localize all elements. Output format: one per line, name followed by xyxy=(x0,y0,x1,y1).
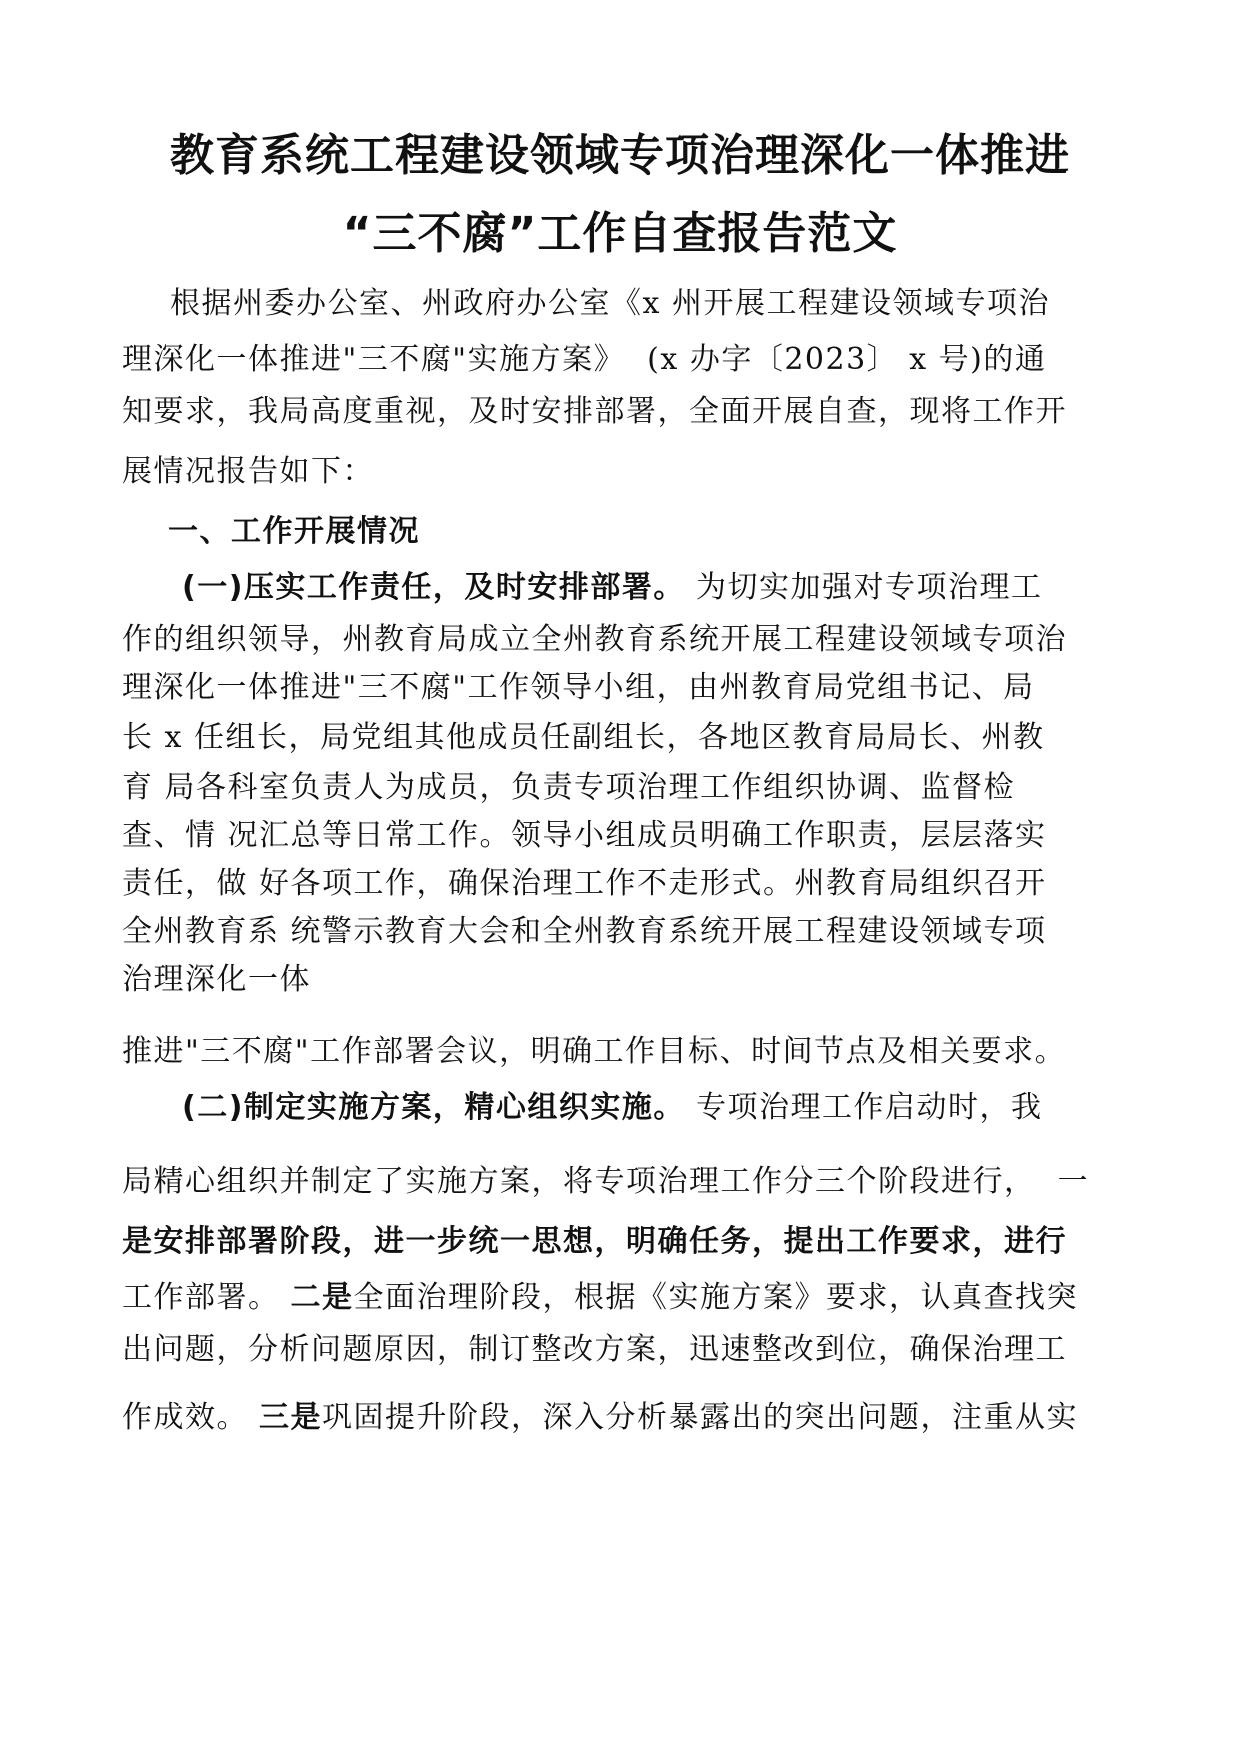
paragraph-line: 作的组织领导，州教育局成立全州教育系统开展工程建设领域专项治 xyxy=(122,622,1067,657)
paragraph-line: 推进"三不腐"工作部署会议，明确工作目标、时间节点及相关要求。 xyxy=(122,1034,1067,1069)
paragraph-line: 局精心组织并制定了实施方案，将专项治理工作分三个阶段进行， 一 xyxy=(122,1164,1090,1199)
paragraph-line xyxy=(122,1398,1078,1438)
document-title-line-2: “三不腐”工作自查报告范文 xyxy=(342,208,898,259)
paragraph-line: 责任，做 好各项工作，确保治理工作不走形式。州教育局组织召开 xyxy=(122,866,1047,901)
paragraph-line: 育 局各科室负责人为成员，负责专项治理工作组织协调、监督检 xyxy=(122,770,1016,805)
subsection-1-lead: 为切实加强对专项治理工 xyxy=(684,570,1043,605)
text-run: 作成效。 xyxy=(122,1400,260,1435)
text-run-bold: 二是 xyxy=(290,1280,354,1315)
text-run-bold: 三是 xyxy=(259,1400,323,1435)
intro-line: 知要求，我局高度重视，及时安排部署，全面开展自查，现将工作开 xyxy=(122,394,1067,429)
intro-line: 理深化一体推进"三不腐"实施方案》 (x 办字〔2023〕 x 号)的通 xyxy=(122,342,1047,377)
subsection-2-title: (二)制定实施方案，精心组织实施。 xyxy=(182,1090,685,1125)
intro-line: 根据州委办公室、州政府办公室《x 州开展工程建设领域专项治 xyxy=(170,286,1050,321)
text-run: 全面治理阶段，根据《实施方案》要求，认真查找突 xyxy=(353,1280,1079,1315)
section-heading: 一、工作开展情况 xyxy=(168,514,420,549)
paragraph-line: 长 x 任组长，局党组其他成员任副组长，各地区教育局局长、州教 xyxy=(122,720,1045,755)
paragraph-line-bold: 是安排部署阶段，进一步统一思想，明确任务，提出工作要求，进行 xyxy=(122,1224,1067,1259)
subsection-2-lead: 专项治理工作启动时，我 xyxy=(684,1090,1043,1125)
subsection-1-first-line xyxy=(182,568,1042,608)
paragraph-line xyxy=(122,1278,1078,1318)
text-run: 工作部署。 xyxy=(122,1280,291,1315)
subsection-1-title: (一)压实工作责任，及时安排部署。 xyxy=(182,570,685,605)
document-title-line-1: 教育系统工程建设领域专项治理深化一体推进 xyxy=(170,130,1070,181)
paragraph-line: 全州教育系 统警示教育大会和全州教育系统开展工程建设领域专项 xyxy=(122,914,1047,949)
intro-line: 展情况报告如下： xyxy=(122,454,374,489)
paragraph-line: 治理深化一体 xyxy=(122,962,311,997)
paragraph-line: 出问题，分析问题原因，制订整改方案，迅速整改到位，确保治理工 xyxy=(122,1332,1067,1367)
subsection-2-first-line xyxy=(182,1088,1042,1128)
paragraph-line: 查、情 况汇总等日常工作。领导小组成员明确工作职责，层层落实 xyxy=(122,818,1047,853)
paragraph-line: 理深化一体推进"三不腐"工作领导小组，由州教育局党组书记、局 xyxy=(122,670,1035,705)
text-run: 巩固提升阶段，深入分析暴露出的突出问题，注重从实 xyxy=(322,1400,1079,1435)
